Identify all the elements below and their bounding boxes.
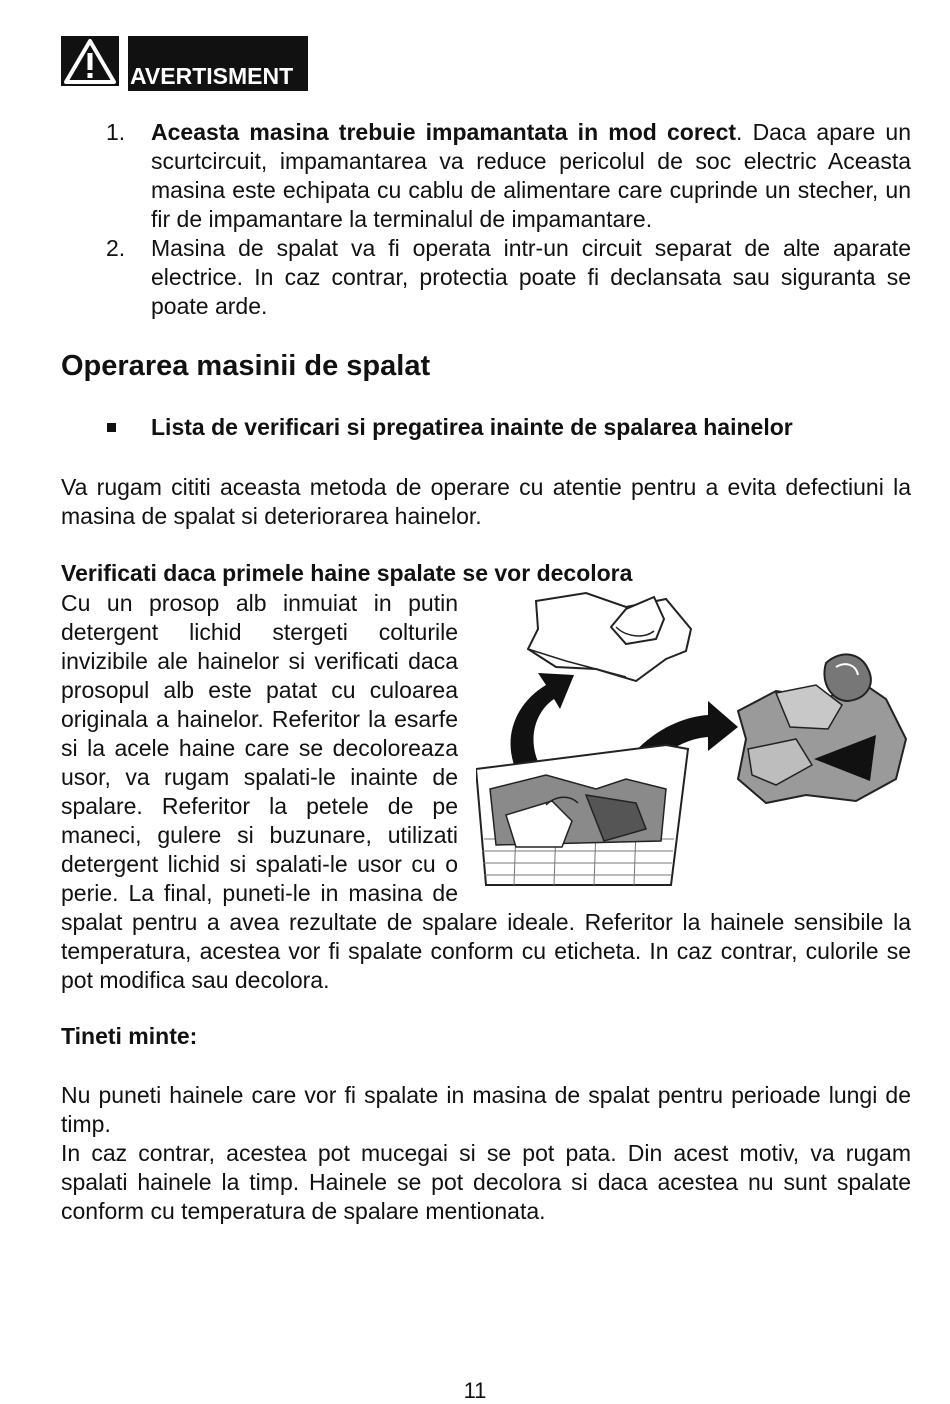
bullet-square-icon — [107, 423, 116, 432]
warning-label: AVERTISMENT — [128, 36, 308, 91]
check-paragraph-block — [61, 589, 911, 995]
page-number: 11 — [463, 1378, 487, 1403]
list-item-number: 2. — [106, 235, 126, 261]
section-title: Operarea masinii de spalat — [61, 350, 431, 382]
bullet-heading: Lista de verificari si pregatirea inainte de spalarea hainelor — [151, 414, 793, 440]
list-item — [61, 234, 911, 321]
remember-paragraph-2: In caz contrar, acestea pot mucegai si se pot pata. Din acest motiv, va rugam spalati hainele la timp. Hainele se pot decolora si daca acestea nu sunt spalate conform cu temperatura de spalare mentionata. — [61, 1140, 911, 1224]
list-item-text: . Daca apare un scurtcircuit, impamantarea va reduce pericolul de soc electric Aceasta masina este echipata cu cablu de alimentare care cuprinde un stecher, un fir de impamantare la terminalul de impamantare. — [151, 119, 911, 232]
warning-list — [61, 118, 911, 321]
list-item-emphasis: Aceasta masina trebuie impamantata in mod corect — [151, 119, 737, 145]
list-item — [61, 118, 911, 234]
remember-heading: Tineti minte: — [61, 1023, 198, 1049]
check-heading: Verificati daca primele haine spalate se vor decolora — [61, 560, 633, 586]
remember-paragraph-1: Nu puneti hainele care vor fi spalate in masina de spalat pentru perioade lungi de timp. — [61, 1082, 911, 1137]
list-item-text: Masina de spalat va fi operata intr-un circuit separat de alte aparate electrice. In caz contrar, protectia poate fi declansata sau siguranta se poate arde. — [151, 235, 911, 319]
list-item-number: 1. — [106, 119, 126, 145]
check-paragraph: Cu un prosop alb inmuiat in putin detergent lichid stergeti colturile invizibile ale hainelor si verificati daca prosopul alb este patat cu culoarea originala a hainelor. Referitor la esarfe si la acele haine care se decoloreaza usor, va rugam spalati-le inainte de spalare. Referitor la petele de pe maneci, gulere si buzunare, utilizati detergent lichid si spalati-le usor cu o perie. La final, puneti-le in masina de spalat pentru a avea rezultate de spalare ideale. Referitor la hainele sensibile la temperatura, acestea vor fi spalate conform cu eticheta. In caz contrar, culorile se pot modifica sau decolora. — [61, 590, 911, 993]
warning-triangle-icon — [61, 36, 119, 86]
intro-paragraph: Va rugam cititi aceasta metoda de operare cu atentie pentru a evita defectiuni la masina de spalat si deteriorarea hainelor. — [61, 474, 911, 529]
laundry-basket-illustration — [476, 589, 911, 891]
